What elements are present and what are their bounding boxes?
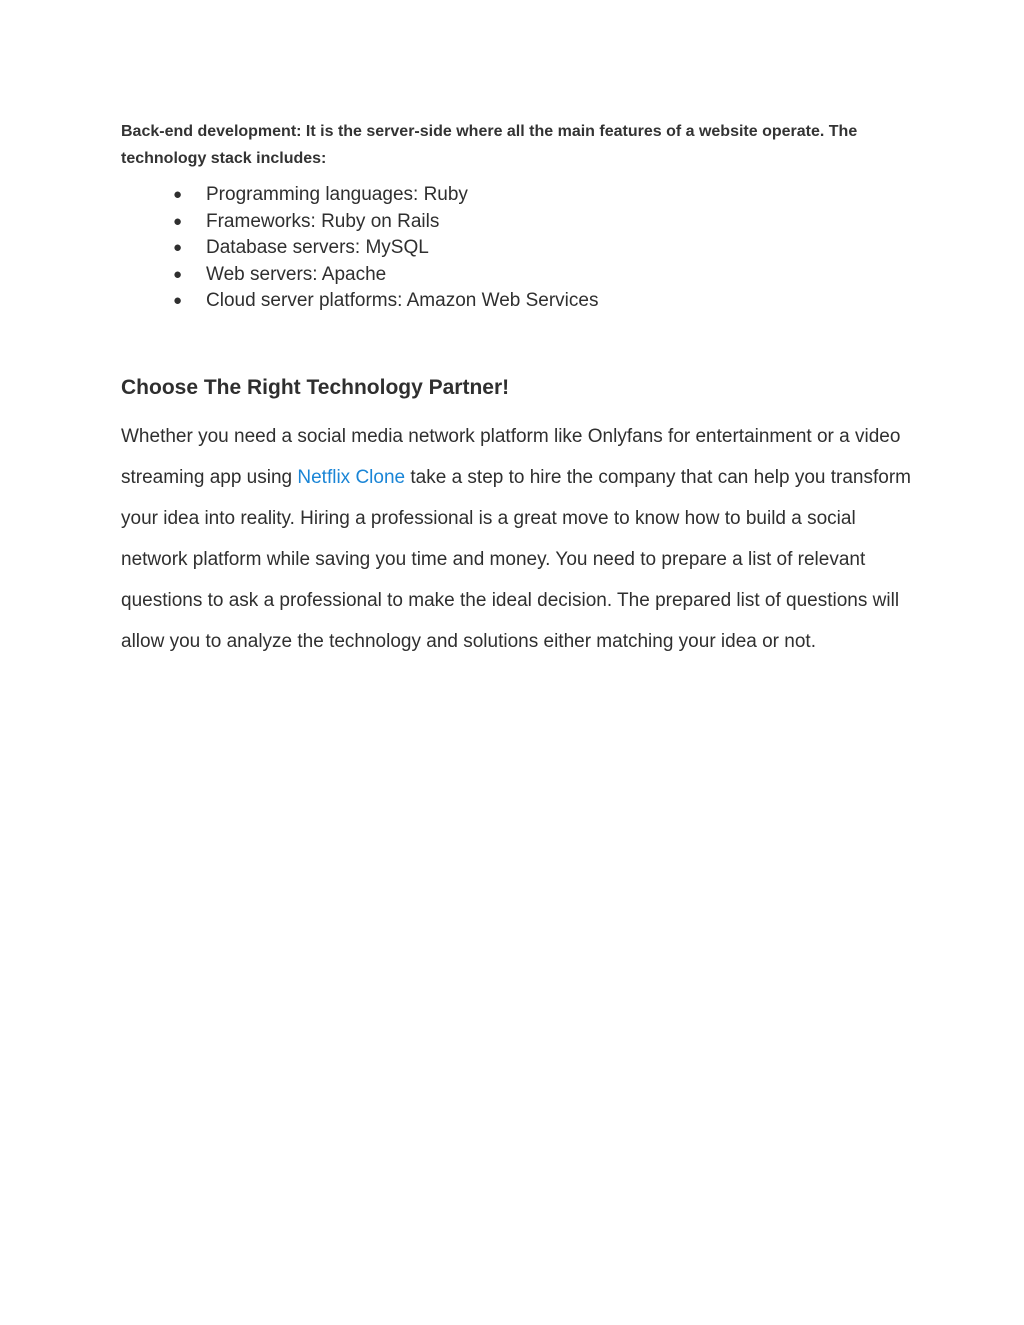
bullet-icon: ● [173, 186, 183, 203]
list-item-text: Frameworks: Ruby on Rails [206, 210, 440, 232]
list-item-text: Cloud server platforms: Amazon Web Services [206, 290, 599, 311]
list-item [121, 235, 911, 262]
list-item [121, 288, 911, 315]
netflix-clone-link[interactable]: Netflix Clone [297, 466, 406, 488]
bullet-icon: ● [173, 292, 183, 309]
bullet-icon: ● [173, 239, 183, 256]
document-page [121, 118, 911, 662]
list-item-text: Database servers: MySQL [206, 237, 429, 258]
section-heading: Choose The Right Technology Partner! [121, 375, 510, 399]
list-item-text: Programming languages: Ruby [206, 184, 468, 205]
paragraph-text-before-link: Whether you need a social media network platform like Onlyfans for entertainment or a video streaming app using [121, 425, 901, 488]
body-paragraph [121, 416, 911, 662]
bullet-icon: ● [173, 265, 183, 283]
list-item [121, 262, 911, 289]
list-item [121, 182, 911, 209]
bullet-icon: ● [173, 212, 183, 230]
technology-stack-list [121, 182, 911, 315]
list-item [121, 209, 911, 236]
list-item-text: Web servers: Apache [206, 263, 387, 285]
backend-intro-paragraph: Back-end development: It is the server-side where all the main features of a website operate. The technology stack includes: [121, 123, 858, 167]
paragraph-text-after-link: take a step to hire the company that can help you transform your idea into reality. Hiring a professional is a great move to know how to build a social network platform while saving you time and money. You need to prepare a list of relevant questions to ask a professional to make the ideal decision. The prepared list of questions will allow you to analyze the technology and solutions either matching your idea or not. [121, 466, 912, 652]
